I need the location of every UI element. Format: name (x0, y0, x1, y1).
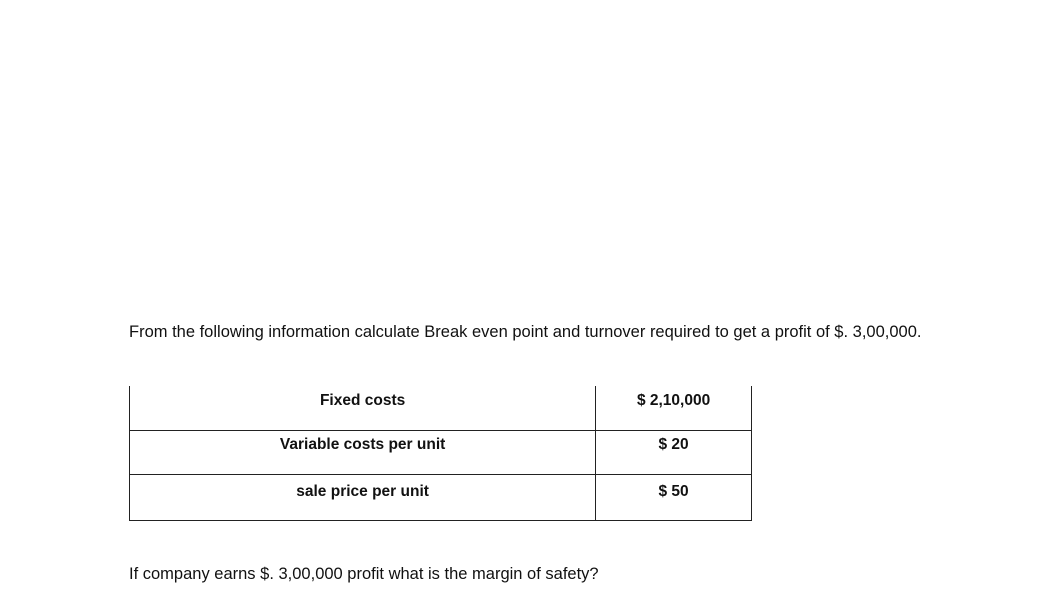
variable-costs-value: $ 20 (658, 435, 689, 453)
margin-of-safety-question: If company earns $. 3,00,000 profit what is the margin of safety? (129, 565, 599, 583)
variable-costs-label: Variable costs per unit (279, 435, 446, 453)
row-label-cell (130, 386, 596, 431)
row-label-cell (130, 475, 596, 521)
row-value-cell (596, 386, 752, 431)
sale-price-label: sale price per unit (296, 482, 429, 500)
problem-statement: From the following information calculate Break even point and turnover required to get a profit of $. 3,00,000. (129, 323, 922, 341)
row-label-cell (130, 431, 596, 475)
row-value-cell (596, 475, 752, 521)
table-row (130, 475, 752, 521)
cost-data-table (129, 386, 752, 521)
table-row (130, 386, 752, 431)
fixed-costs-value: $ 2,10,000 (636, 392, 711, 409)
fixed-costs-label: Fixed costs (319, 392, 406, 409)
row-value-cell (596, 431, 752, 475)
sale-price-value: $ 50 (658, 482, 689, 500)
table-row (130, 431, 752, 475)
